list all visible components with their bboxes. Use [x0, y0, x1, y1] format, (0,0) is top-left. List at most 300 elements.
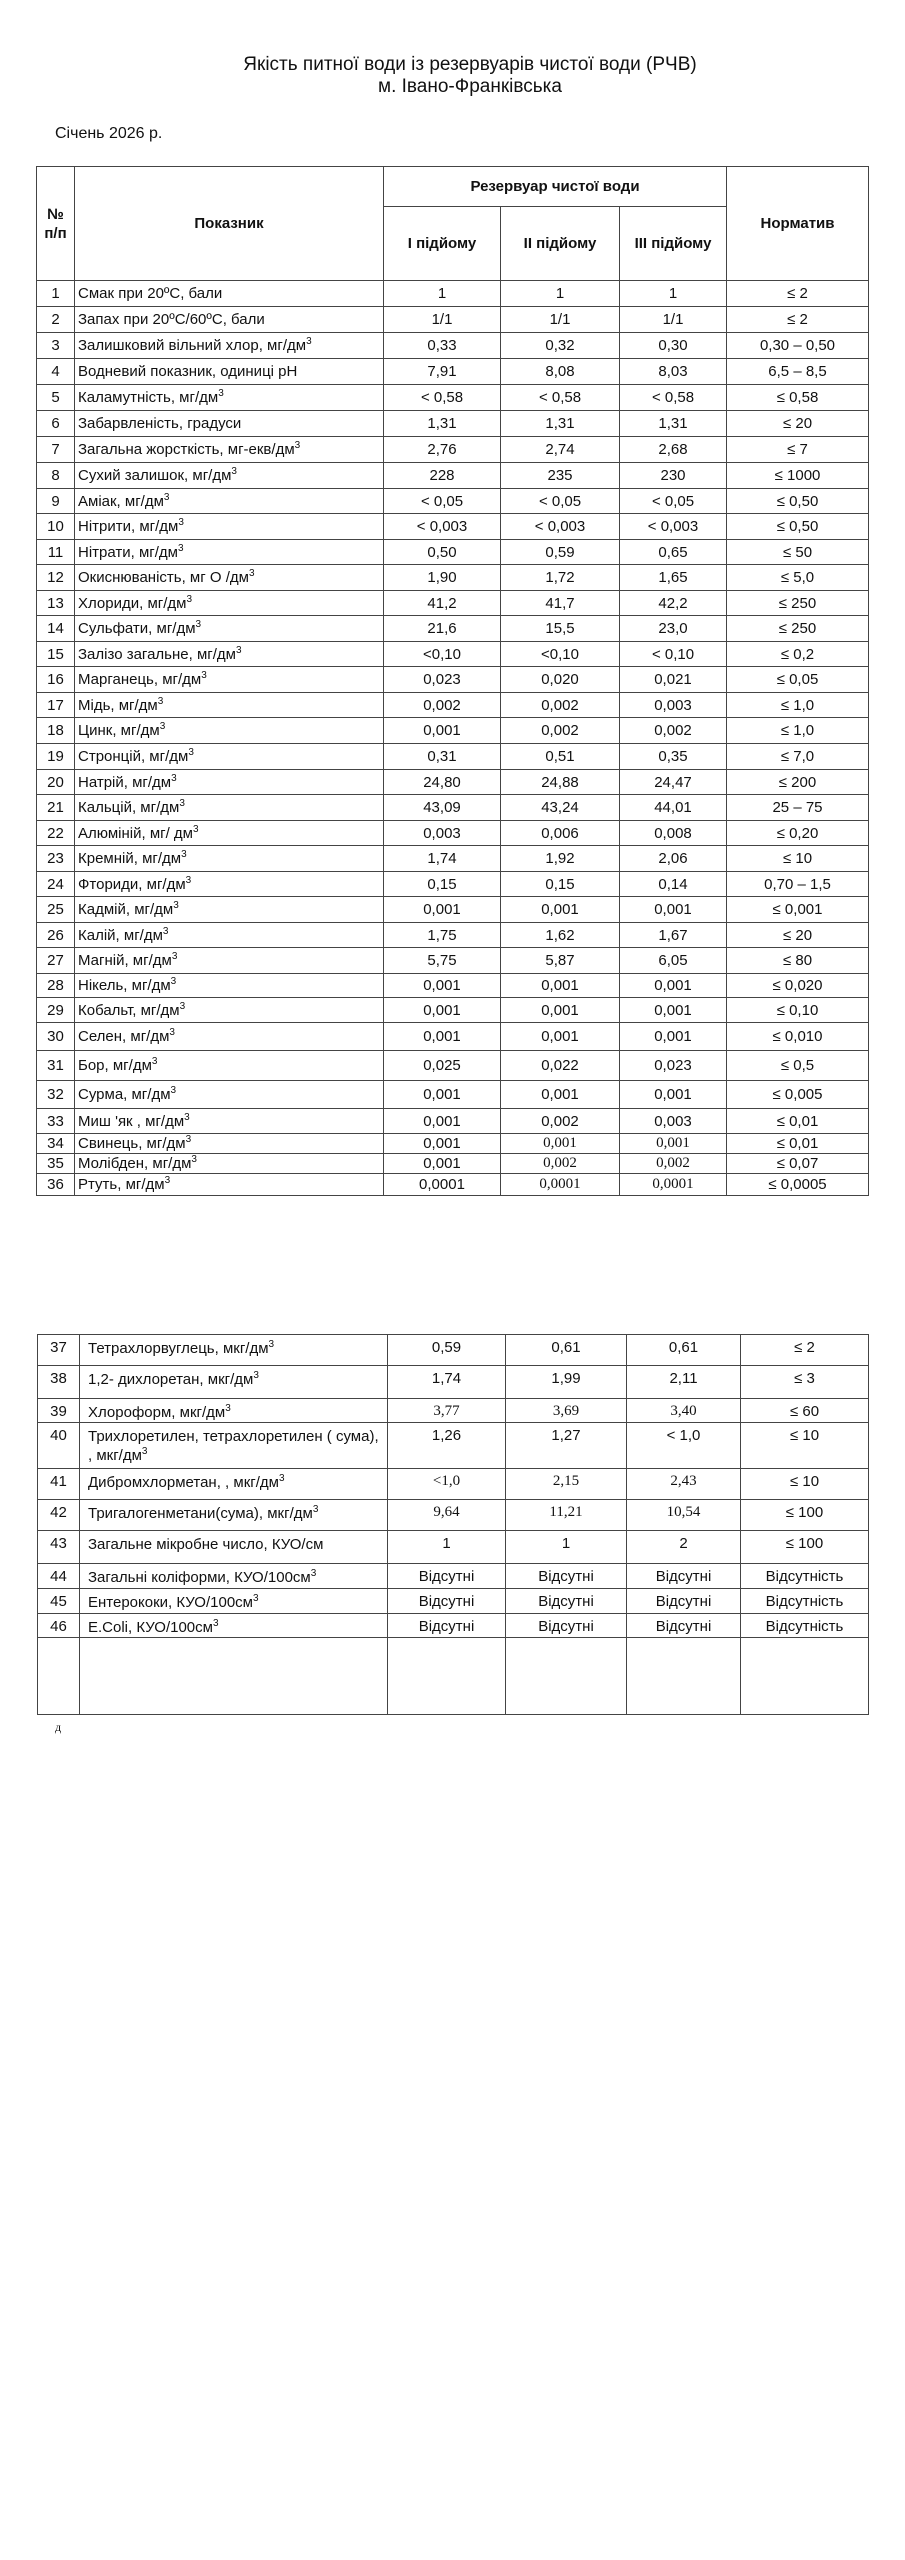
indicator-name: [80, 1638, 388, 1715]
row-number: 1: [37, 281, 75, 307]
norm-value: ≤ 0,20: [727, 821, 869, 846]
row-number: 2: [37, 307, 75, 333]
indicator-name: [75, 1109, 384, 1134]
row-number: 28: [37, 974, 75, 998]
value-lift-2: 0,002: [501, 718, 620, 744]
value-lift-1: 24,80: [384, 770, 501, 795]
value-lift-2: [506, 1638, 627, 1715]
value-lift-3: 2,11: [627, 1366, 741, 1399]
value-lift-2: 0,001: [501, 1134, 620, 1154]
table-row: [37, 948, 869, 974]
table-row: [37, 667, 869, 693]
row-number: 37: [38, 1335, 80, 1366]
indicator-name: [75, 821, 384, 846]
value-lift-1: 0,33: [384, 333, 501, 359]
table-row: [38, 1399, 869, 1423]
row-number: 17: [37, 693, 75, 718]
value-lift-2: 41,7: [501, 591, 620, 616]
value-lift-2: 0,006: [501, 821, 620, 846]
unit-superscript: 3: [268, 1339, 275, 1350]
table-row: [37, 974, 869, 998]
value-lift-1: 0,001: [384, 718, 501, 744]
value-lift-2: 2,74: [501, 437, 620, 463]
row-number: 41: [38, 1469, 80, 1500]
unit-superscript: 3: [184, 1111, 190, 1123]
row-number: 10: [37, 514, 75, 540]
indicator-label: Загальні коліформи, КУО/100см: [88, 1569, 311, 1586]
unit-superscript: 3: [212, 1618, 219, 1629]
value-lift-2: Відсутні: [506, 1564, 627, 1589]
value-lift-3: 0,001: [620, 1134, 727, 1154]
table-row: [37, 307, 869, 333]
value-lift-1: < 0,58: [384, 385, 501, 411]
value-lift-3: 0,021: [620, 667, 727, 693]
indicator-label: Загальна жорсткість, мг-екв/дм: [78, 441, 295, 458]
table-row: [37, 463, 869, 489]
table-row: [37, 385, 869, 411]
norm-value: ≤ 0,0005: [727, 1174, 869, 1196]
indicator-label: Селен, мг/дм: [78, 1028, 170, 1045]
unit-superscript: 3: [201, 670, 207, 681]
table-row: [37, 872, 869, 897]
value-lift-1: Відсутні: [388, 1564, 506, 1589]
indicator-label: Молібден, мг/дм: [78, 1155, 192, 1172]
value-lift-1: 5,75: [384, 948, 501, 974]
indicator-name: [80, 1531, 388, 1564]
value-lift-2: 1,72: [501, 565, 620, 591]
value-lift-3: < 0,58: [620, 385, 727, 411]
table-row: [37, 1154, 869, 1174]
footnote: д: [55, 1720, 62, 1734]
row-number: 23: [37, 846, 75, 872]
row-number: 12: [37, 565, 75, 591]
row-number: 46: [38, 1614, 80, 1638]
norm-value: ≤ 0,2: [727, 642, 869, 667]
row-number: 3: [37, 333, 75, 359]
table-row: [38, 1614, 869, 1638]
norm-value: ≤ 2: [741, 1335, 869, 1366]
value-lift-3: 1/1: [620, 307, 727, 333]
row-number: 6: [37, 411, 75, 437]
value-lift-1: Відсутні: [388, 1589, 506, 1614]
unit-superscript: 3: [294, 440, 301, 451]
value-lift-3: 6,05: [620, 948, 727, 974]
norm-value: 25 – 75: [727, 795, 869, 821]
table-row: [37, 1051, 869, 1081]
value-lift-1: Відсутні: [388, 1614, 506, 1638]
row-number: 11: [37, 540, 75, 565]
header-lift-2: ІІ підйому: [501, 207, 620, 281]
value-lift-1: 7,91: [384, 359, 501, 385]
value-lift-3: 0,65: [620, 540, 727, 565]
indicator-name: [75, 948, 384, 974]
table-row: [37, 693, 869, 718]
norm-value: ≤ 0,010: [727, 1023, 869, 1051]
value-lift-2: 0,15: [501, 872, 620, 897]
norm-value: ≤ 0,020: [727, 974, 869, 998]
value-lift-1: 228: [384, 463, 501, 489]
value-lift-1: 1: [388, 1531, 506, 1564]
value-lift-2: 1,31: [501, 411, 620, 437]
value-lift-3: 0,35: [620, 744, 727, 770]
table-row: [37, 795, 869, 821]
value-lift-3: 2: [627, 1531, 741, 1564]
norm-value: Відсутність: [741, 1564, 869, 1589]
indicator-name: [75, 463, 384, 489]
value-lift-2: 0,61: [506, 1335, 627, 1366]
table-row: [38, 1423, 869, 1469]
unit-superscript: 3: [306, 336, 312, 347]
document-title: [0, 54, 905, 98]
indicator-label: Водневий показник, одиниці pH: [78, 363, 298, 380]
indicator-label: Тетрахлорвуглець, мкг/дм: [88, 1340, 269, 1357]
value-lift-3: 0,61: [627, 1335, 741, 1366]
row-number: 45: [38, 1589, 80, 1614]
table-row: [37, 1174, 869, 1196]
norm-value: ≤ 0,01: [727, 1134, 869, 1154]
value-lift-3: 42,2: [620, 591, 727, 616]
value-lift-2: 0,020: [501, 667, 620, 693]
row-number: 44: [38, 1564, 80, 1589]
value-lift-3: 2,43: [627, 1469, 741, 1500]
norm-value: ≤ 50: [727, 540, 869, 565]
unit-superscript: 3: [171, 772, 177, 784]
unit-superscript: 3: [173, 900, 179, 911]
value-lift-1: 0,50: [384, 540, 501, 565]
indicator-name: [75, 591, 384, 616]
indicator-label: Сухий залишок, мг/дм: [78, 467, 232, 484]
row-number: 32: [37, 1081, 75, 1109]
value-lift-3: 230: [620, 463, 727, 489]
value-lift-1: 1/1: [384, 307, 501, 333]
unit-superscript: 3: [248, 568, 255, 579]
indicator-name: [75, 1051, 384, 1081]
table-row: [38, 1638, 869, 1715]
value-lift-1: 41,2: [384, 591, 501, 616]
unit-superscript: 3: [193, 823, 199, 835]
indicator-label: Аміак, мг/дм: [78, 492, 164, 510]
table-row: [37, 514, 869, 540]
value-lift-3: Відсутні: [627, 1614, 741, 1638]
unit-superscript: 3: [178, 542, 184, 554]
unit-superscript: 3: [162, 925, 169, 937]
value-lift-1: [388, 1638, 506, 1715]
norm-value: ≤ 10: [727, 846, 869, 872]
norm-value: ≤ 20: [727, 923, 869, 948]
table-row: [37, 718, 869, 744]
table-row: [37, 923, 869, 948]
table-row: [37, 489, 869, 514]
indicator-label: Залишковий вільний хлор, мг/дм: [78, 337, 307, 354]
norm-value: ≤ 1000: [727, 463, 869, 489]
indicator-label: Ентерококи, КУО/100см: [88, 1594, 253, 1611]
value-lift-3: 0,001: [620, 1023, 727, 1051]
table-row: [38, 1366, 869, 1399]
value-lift-2: 1,92: [501, 846, 620, 872]
value-lift-2: 0,51: [501, 744, 620, 770]
row-number: 26: [37, 923, 75, 948]
value-lift-2: 5,87: [501, 948, 620, 974]
indicator-label: Хлороформ, мкг/дм: [88, 1404, 226, 1421]
norm-value: ≤ 0,58: [727, 385, 869, 411]
norm-value: 0,70 – 1,5: [727, 872, 869, 897]
value-lift-1: 0,001: [384, 974, 501, 998]
table-row: [37, 1134, 869, 1154]
unit-superscript: 3: [185, 1134, 192, 1145]
title-line-1: Якість питної води із резервуарів чистої води (РЧВ): [243, 54, 697, 75]
row-number: 24: [37, 872, 75, 897]
value-lift-1: 0,001: [384, 1023, 501, 1051]
value-lift-1: 0,31: [384, 744, 501, 770]
unit-superscript: 3: [169, 1027, 175, 1038]
value-lift-1: <0,10: [384, 642, 501, 667]
indicator-name: [75, 333, 384, 359]
indicator-name: [75, 514, 384, 540]
value-lift-2: <0,10: [501, 642, 620, 667]
unit-superscript: 3: [159, 721, 166, 732]
value-lift-3: 24,47: [620, 770, 727, 795]
value-lift-3: 0,14: [620, 872, 727, 897]
table-row: [37, 642, 869, 667]
value-lift-3: < 0,10: [620, 642, 727, 667]
table-row: [37, 616, 869, 642]
unit-superscript: 3: [186, 593, 193, 605]
value-lift-2: 0,001: [501, 1081, 620, 1109]
value-lift-1: 21,6: [384, 616, 501, 642]
norm-value: [741, 1638, 869, 1715]
value-lift-1: 1,75: [384, 923, 501, 948]
unit-superscript: 3: [278, 1473, 285, 1484]
indicator-label: Марганець, мг/дм: [78, 671, 202, 688]
value-lift-2: < 0,05: [501, 489, 620, 514]
row-number: 9: [37, 489, 75, 514]
value-lift-3: 3,40: [627, 1399, 741, 1423]
row-number: 42: [38, 1500, 80, 1531]
report-date: Січень 2026 р.: [55, 125, 163, 142]
norm-value: ≤ 250: [727, 616, 869, 642]
header-norm: Норматив: [727, 167, 869, 281]
indicator-label: Фториди, мг/дм: [78, 875, 186, 893]
row-number: 25: [37, 897, 75, 923]
indicator-label: Свинець, мг/дм: [78, 1135, 186, 1152]
value-lift-3: 0,003: [620, 1109, 727, 1134]
header-num: № п/п: [37, 167, 75, 281]
value-lift-1: 9,64: [388, 1500, 506, 1531]
value-lift-1: 0,001: [384, 1109, 501, 1134]
unit-superscript: 3: [253, 1370, 259, 1381]
value-lift-3: 44,01: [620, 795, 727, 821]
value-lift-1: 1,26: [388, 1423, 506, 1469]
row-number: 16: [37, 667, 75, 693]
indicator-name: [75, 872, 384, 897]
value-lift-3: < 0,05: [620, 489, 727, 514]
indicator-label: Дибромхлорметан, , мкг/дм: [88, 1474, 279, 1491]
norm-value: ≤ 200: [727, 770, 869, 795]
unit-superscript: 3: [181, 849, 187, 860]
norm-value: ≤ 10: [741, 1469, 869, 1500]
indicator-label: Хлориди, мг/дм: [78, 594, 187, 612]
value-lift-2: 0,32: [501, 333, 620, 359]
indicator-label: Мідь, мг/дм: [78, 696, 158, 714]
indicator-label: Ртуть, мг/дм: [78, 1176, 165, 1193]
value-lift-1: 0,001: [384, 1081, 501, 1109]
table-row: [37, 1081, 869, 1109]
norm-value: ≤ 0,05: [727, 667, 869, 693]
indicator-label: Окиснюваність, мг О /дм: [78, 569, 249, 586]
norm-value: ≤ 0,5: [727, 1051, 869, 1081]
table-row: [37, 591, 869, 616]
value-lift-3: 0,002: [620, 1154, 727, 1174]
norm-value: ≤ 10: [741, 1423, 869, 1469]
value-lift-2: < 0,58: [501, 385, 620, 411]
row-number: 38: [38, 1366, 80, 1399]
indicator-name: [75, 616, 384, 642]
indicator-label: Калій, мг/дм: [78, 926, 163, 944]
indicator-name: [75, 642, 384, 667]
table-row: [38, 1564, 869, 1589]
row-number: 27: [37, 948, 75, 974]
norm-value: ≤ 0,001: [727, 897, 869, 923]
unit-superscript: 3: [170, 1085, 177, 1096]
table-row: [37, 359, 869, 385]
value-lift-3: 0,30: [620, 333, 727, 359]
value-lift-1: 0,023: [384, 667, 501, 693]
value-lift-2: 15,5: [501, 616, 620, 642]
value-lift-3: 0,001: [620, 974, 727, 998]
value-lift-3: 0,003: [620, 693, 727, 718]
indicator-label: Нікель, мг/дм: [78, 977, 171, 994]
value-lift-2: 8,08: [501, 359, 620, 385]
value-lift-1: 0,001: [384, 1134, 501, 1154]
value-lift-2: 0,0001: [501, 1174, 620, 1196]
norm-value: ≤ 2: [727, 281, 869, 307]
indicator-label: Кремній, мг/дм: [78, 850, 182, 867]
table-row: [37, 437, 869, 463]
indicator-label: Запах при 20ºС/60ºС, бали: [78, 311, 265, 328]
value-lift-1: 0,0001: [384, 1174, 501, 1196]
norm-value: ≤ 0,07: [727, 1154, 869, 1174]
row-number: 4: [37, 359, 75, 385]
norm-value: ≤ 0,10: [727, 998, 869, 1023]
indicator-name: [75, 385, 384, 411]
unit-superscript: 3: [252, 1593, 259, 1604]
value-lift-3: 1,65: [620, 565, 727, 591]
indicator-name: [80, 1469, 388, 1500]
table-row: [37, 333, 869, 359]
indicator-label: Кадмій, мг/дм: [78, 901, 174, 918]
indicator-name: [75, 540, 384, 565]
norm-value: Відсутність: [741, 1614, 869, 1638]
value-lift-1: 2,76: [384, 437, 501, 463]
indicator-name: [80, 1564, 388, 1589]
value-lift-2: 1/1: [501, 307, 620, 333]
norm-value: ≤ 7,0: [727, 744, 869, 770]
value-lift-3: 2,68: [620, 437, 727, 463]
indicator-name: [75, 693, 384, 718]
indicator-name: [75, 770, 384, 795]
table-row: [37, 565, 869, 591]
header-lift-3: ІІІ підйому: [620, 207, 727, 281]
row-number: 14: [37, 616, 75, 642]
row-number: 40: [38, 1423, 80, 1469]
table-row: [38, 1469, 869, 1500]
indicator-label: Забарвленість, градуси: [78, 415, 242, 432]
norm-value: ≤ 1,0: [727, 718, 869, 744]
table-row: [37, 281, 869, 307]
indicator-name: [80, 1614, 388, 1638]
value-lift-1: 3,77: [388, 1399, 506, 1423]
indicator-name: [80, 1589, 388, 1614]
row-number: 13: [37, 591, 75, 616]
norm-value: ≤ 0,50: [727, 514, 869, 540]
value-lift-1: 1,74: [384, 846, 501, 872]
value-lift-2: Відсутні: [506, 1589, 627, 1614]
value-lift-2: 0,001: [501, 974, 620, 998]
value-lift-2: 1: [506, 1531, 627, 1564]
unit-superscript: 3: [218, 388, 224, 399]
row-number: 18: [37, 718, 75, 744]
row-number: 33: [37, 1109, 75, 1134]
indicator-label: Сульфати, мг/дм: [78, 620, 196, 637]
norm-value: ≤ 250: [727, 591, 869, 616]
indicator-name: [75, 1023, 384, 1051]
value-lift-2: 3,69: [506, 1399, 627, 1423]
unit-superscript: 3: [225, 1403, 231, 1414]
unit-superscript: 3: [310, 1568, 317, 1579]
unit-superscript: 3: [312, 1504, 319, 1515]
value-lift-1: 43,09: [384, 795, 501, 821]
row-number: 22: [37, 821, 75, 846]
indicator-label: Нітрати, мг/дм: [78, 543, 178, 561]
indicator-label: Стронцій, мг/дм: [78, 748, 189, 765]
row-number: 8: [37, 463, 75, 489]
indicator-name: [75, 411, 384, 437]
unit-superscript: 3: [170, 976, 177, 987]
norm-value: Відсутність: [741, 1589, 869, 1614]
unit-superscript: 3: [171, 951, 178, 962]
row-number: 29: [37, 998, 75, 1023]
table-row: [37, 998, 869, 1023]
indicator-label: Бор, мг/дм: [78, 1057, 152, 1074]
unit-superscript: 3: [151, 1056, 158, 1067]
value-lift-2: 0,59: [501, 540, 620, 565]
indicator-name: [75, 565, 384, 591]
value-lift-2: 1,99: [506, 1366, 627, 1399]
indicator-label: Смак при 20ºС, бали: [78, 285, 223, 302]
row-number: 21: [37, 795, 75, 821]
indicator-name: [80, 1335, 388, 1366]
indicator-name: [75, 897, 384, 923]
indicator-name: [75, 1134, 384, 1154]
value-lift-1: 1,90: [384, 565, 501, 591]
norm-value: 0,30 – 0,50: [727, 333, 869, 359]
norm-value: ≤ 0,005: [727, 1081, 869, 1109]
norm-value: ≤ 5,0: [727, 565, 869, 591]
table-row: [37, 770, 869, 795]
indicator-label: Кальцій, мг/дм: [78, 799, 180, 816]
unit-superscript: 3: [191, 1154, 197, 1165]
indicator-name: [75, 667, 384, 693]
value-lift-2: < 0,003: [501, 514, 620, 540]
table-row: [37, 1109, 869, 1134]
value-lift-3: 10,54: [627, 1500, 741, 1531]
indicator-name: [75, 998, 384, 1023]
unit-superscript: 3: [235, 644, 242, 656]
value-lift-2: 0,002: [501, 1109, 620, 1134]
row-number: 15: [37, 642, 75, 667]
value-lift-2: 0,002: [501, 1154, 620, 1174]
table-row: [37, 1023, 869, 1051]
